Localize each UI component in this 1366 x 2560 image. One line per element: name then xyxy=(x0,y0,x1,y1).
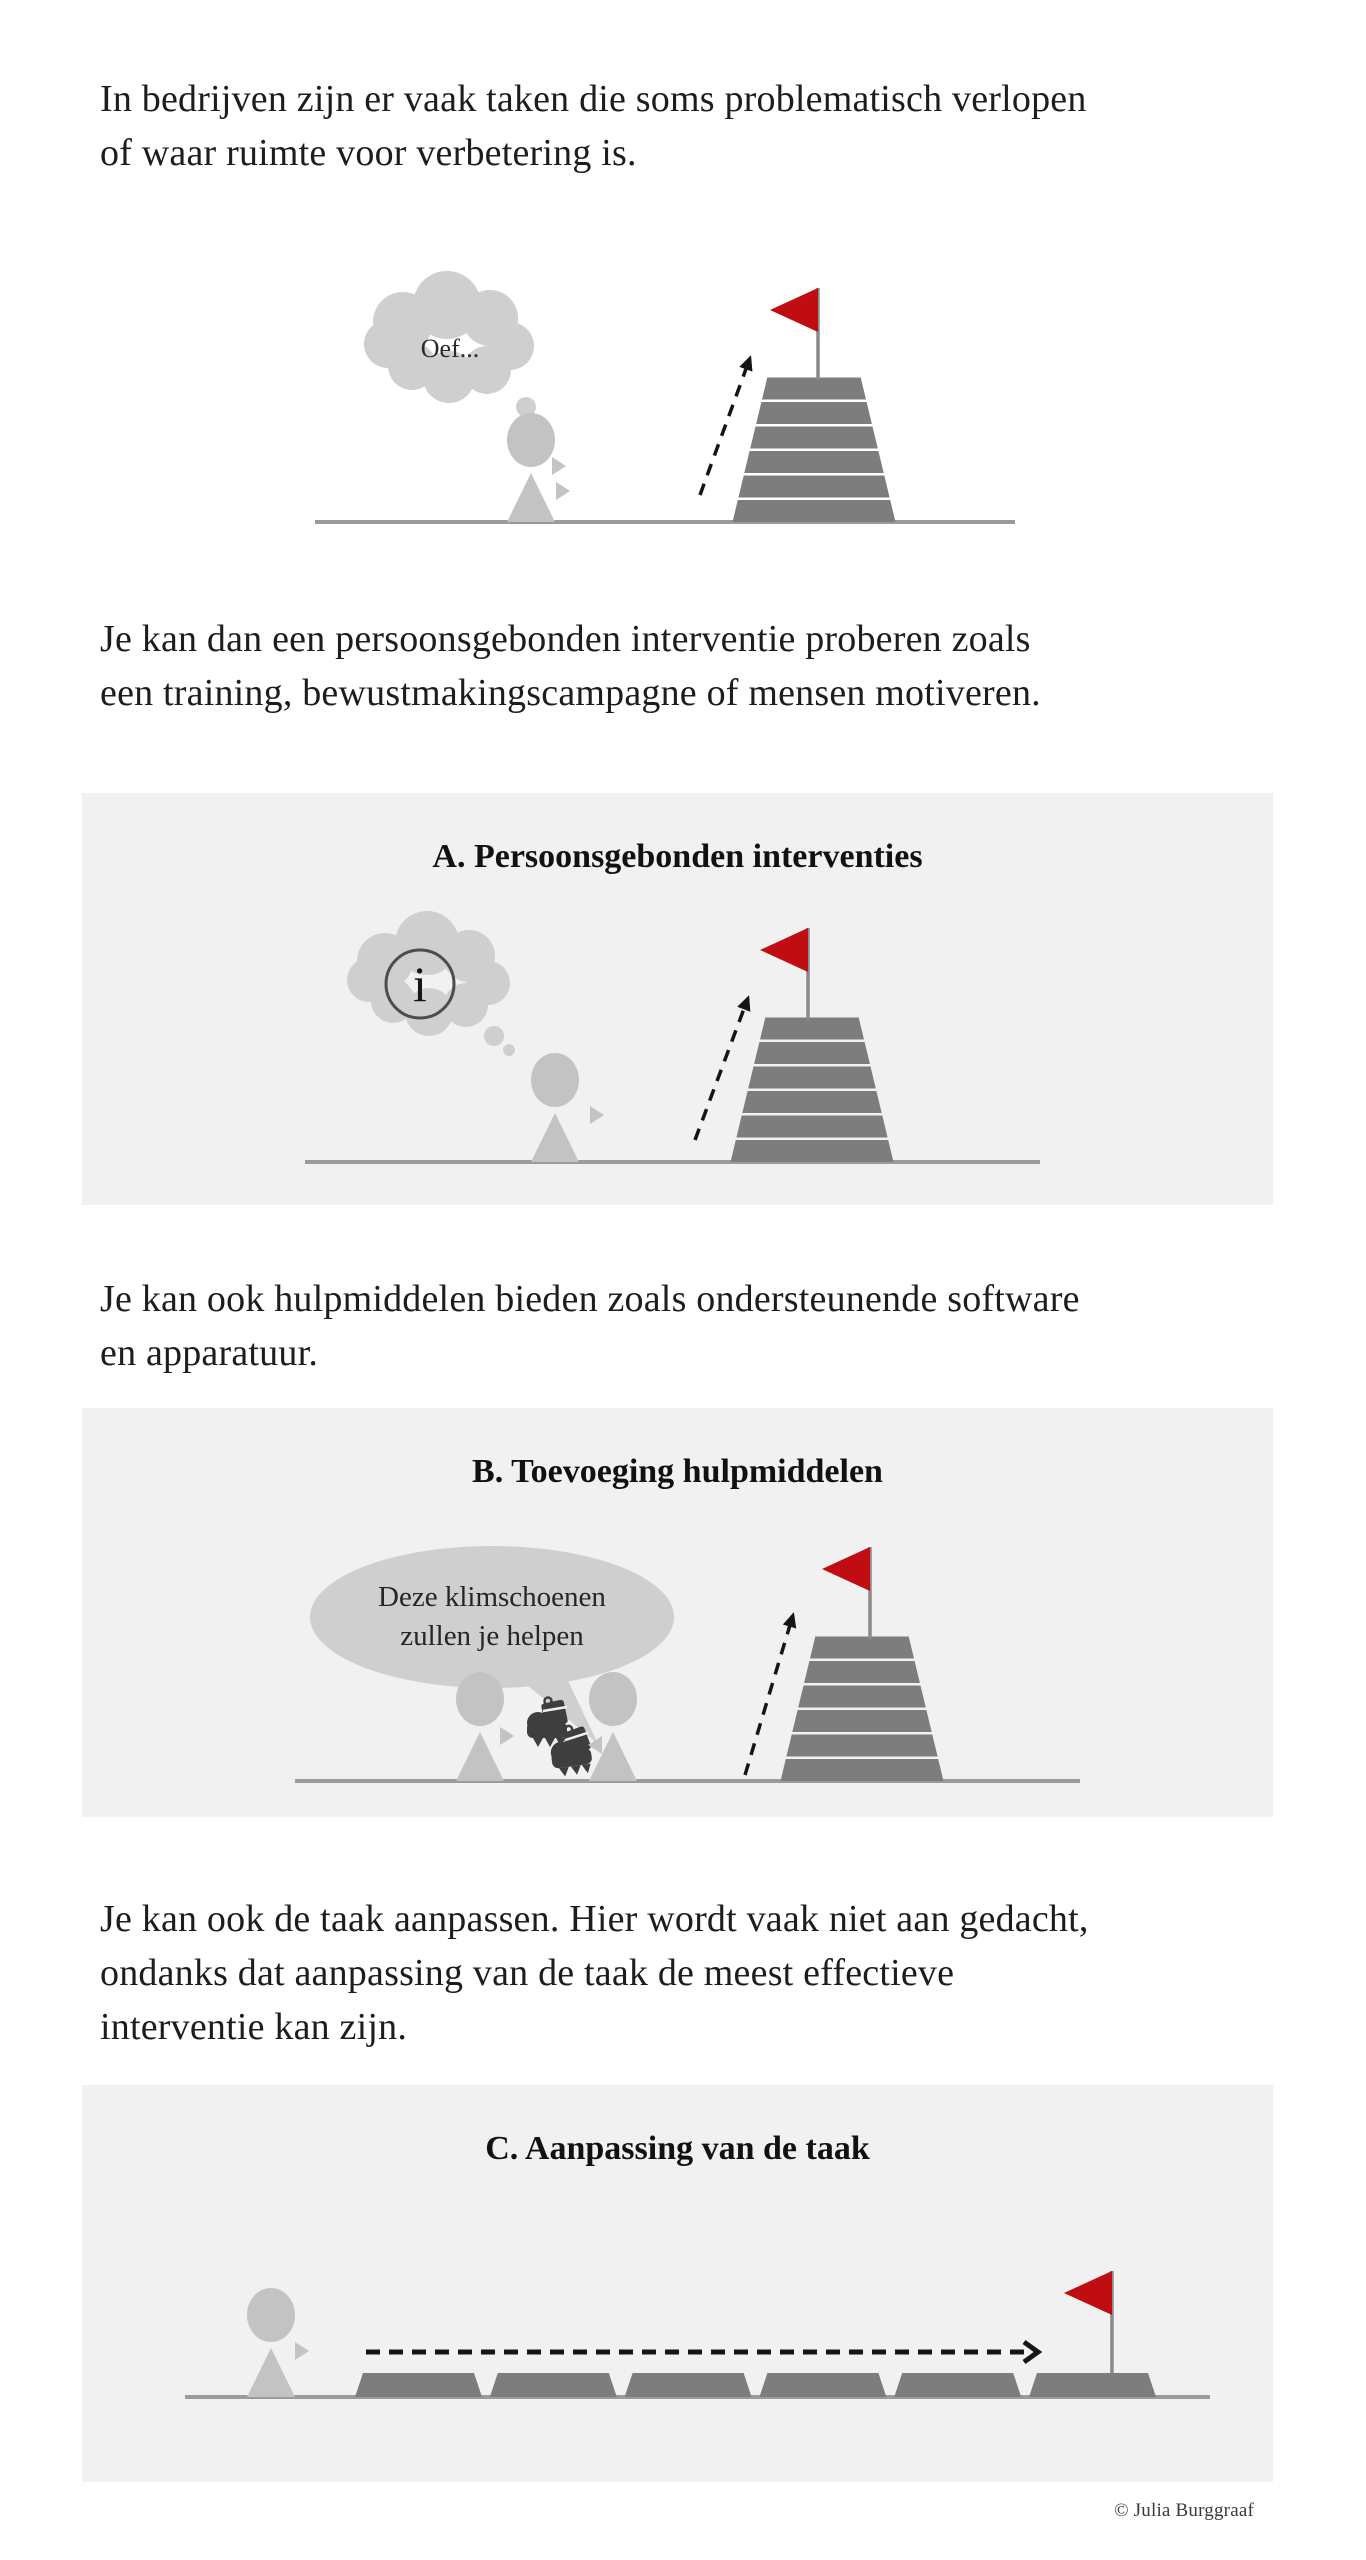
intro-line-2: of waar ruimte voor verbetering is. xyxy=(100,132,637,174)
step-mountain xyxy=(731,1018,894,1163)
climb-arrow xyxy=(745,1615,793,1775)
direction-triangle-icon xyxy=(590,1106,604,1124)
task-paragraph xyxy=(100,1892,1089,2054)
person-icon xyxy=(531,1053,579,1162)
personal-line-2: een training, bewustmakingscampagne of mensen motiveren. xyxy=(100,672,1041,714)
direction-triangle-icon xyxy=(500,1727,514,1745)
task-line-2: ondanks dat aanpassing van de taak de meest effectieve xyxy=(100,1952,955,1994)
goal-flag-icon xyxy=(770,288,820,380)
direction-triangle-icon xyxy=(552,457,566,475)
thought-trail-dot xyxy=(484,1026,504,1046)
climb-arrow xyxy=(695,998,748,1140)
task-line-3: interventie kan zijn. xyxy=(100,2006,408,2048)
thought-bubble xyxy=(347,911,515,1056)
thought-bubble-text: Oef... xyxy=(420,334,480,363)
flattened-steps xyxy=(355,2373,1156,2397)
scene-a-illustration xyxy=(82,793,1273,1205)
intro-line-1: In bedrijven zijn er vaak taken die soms problematisch verlopen xyxy=(100,78,1087,120)
thought-trail-dot xyxy=(503,1044,515,1056)
copyright-credit: © Julia Burggraaf xyxy=(1114,2500,1254,2521)
direction-triangle-icon xyxy=(556,482,570,500)
climber-person-icon xyxy=(589,1672,637,1781)
box-a-title: A. Persoonsgebonden interventies xyxy=(432,838,923,875)
scene-c-illustration xyxy=(82,2085,1273,2482)
scene-b-illustration xyxy=(82,1408,1273,1817)
box-c xyxy=(82,2085,1273,2482)
tools-paragraph xyxy=(100,1272,1080,1380)
tools-line-2: en apparatuur. xyxy=(100,1332,319,1374)
personal-line-1: Je kan dan een persoonsgebonden interventie proberen zoals xyxy=(100,618,1031,660)
box-b xyxy=(82,1408,1273,1817)
helper-person-icon xyxy=(456,1672,504,1781)
direction-triangle-icon xyxy=(295,2342,309,2360)
climb-arrow xyxy=(700,358,750,495)
person-icon xyxy=(507,413,555,522)
goal-flag-icon xyxy=(822,1547,872,1639)
goal-flag-icon xyxy=(760,928,810,1020)
task-line-1: Je kan ook de taak aanpassen. Hier wordt vaak niet aan gedacht, xyxy=(100,1898,1089,1940)
climbing-shoe-icon xyxy=(527,1698,568,1748)
step-mountain xyxy=(781,1637,944,1782)
intro-paragraph xyxy=(100,72,1087,180)
speech-line-1: Deze klimschoenen xyxy=(378,1581,606,1613)
box-b-title: B. Toevoeging hulpmiddelen xyxy=(472,1453,883,1490)
box-a xyxy=(82,793,1273,1205)
speech-line-2: zullen je helpen xyxy=(400,1620,584,1652)
box-c-title: C. Aanpassing van de taak xyxy=(485,2130,870,2167)
goal-flag-icon xyxy=(1064,2271,1114,2373)
scene-problem-illustration xyxy=(0,260,1366,560)
info-icon-letter: i xyxy=(413,956,427,1012)
step-mountain xyxy=(733,378,896,523)
personal-paragraph xyxy=(100,612,1041,720)
person-icon xyxy=(247,2288,295,2397)
tools-line-1: Je kan ook hulpmiddelen bieden zoals ondersteunende software xyxy=(100,1278,1080,1320)
